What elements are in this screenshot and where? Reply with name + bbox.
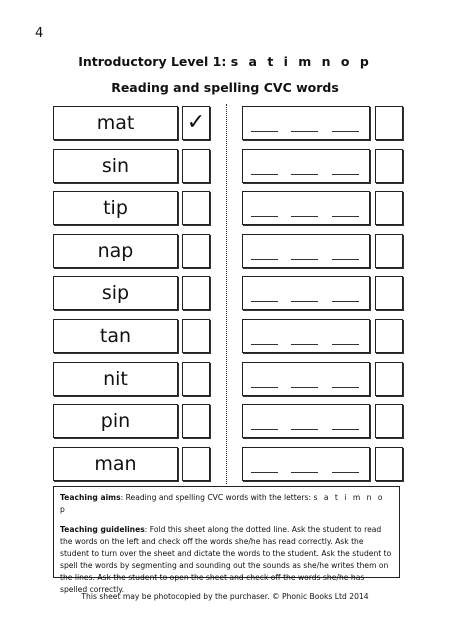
word-row [0, 191, 450, 225]
word-row [0, 234, 450, 268]
write-line [291, 387, 318, 388]
word-row [0, 319, 450, 353]
read-check-box[interactable] [182, 234, 210, 268]
write-line [332, 387, 359, 388]
read-check-box[interactable] [182, 106, 210, 140]
word-box: tan [53, 319, 178, 353]
write-line [251, 429, 278, 430]
check-mark-icon: ✓ [186, 110, 206, 135]
write-line [291, 216, 318, 217]
write-line [251, 216, 278, 217]
write-line [332, 344, 359, 345]
read-check-box[interactable] [182, 404, 210, 438]
page-number: 4 [35, 26, 44, 41]
spelled-check-box[interactable] [375, 191, 403, 225]
write-line [332, 259, 359, 260]
title-prefix: Introductory Level 1: [78, 54, 227, 69]
word-box: mat [53, 106, 178, 140]
teaching-aims-label: Teaching aims [60, 493, 121, 502]
spelled-check-box[interactable] [375, 149, 403, 183]
word-row [0, 404, 450, 438]
word-row [0, 149, 450, 183]
spelling-write-box[interactable] [242, 404, 370, 438]
read-check-box[interactable] [182, 149, 210, 183]
write-line [291, 259, 318, 260]
word-row [0, 362, 450, 396]
word-box: sin [53, 149, 178, 183]
write-line [291, 429, 318, 430]
word-row [0, 276, 450, 310]
read-check-box[interactable] [182, 362, 210, 396]
word-row [0, 106, 450, 140]
teaching-guidelines-label: Teaching guidelines [60, 525, 145, 534]
spelled-check-box[interactable] [375, 404, 403, 438]
spelling-write-box[interactable] [242, 191, 370, 225]
spelling-write-box[interactable] [242, 149, 370, 183]
teaching-aims-text: : Reading and spelling CVC words with the letters: [120, 493, 312, 502]
write-line [251, 131, 278, 132]
write-line [332, 429, 359, 430]
write-line [291, 301, 318, 302]
write-line [251, 174, 278, 175]
spelled-check-box[interactable] [375, 276, 403, 310]
teaching-guidelines-text: : Fold this sheet along the dotted line. Ask the student to read the words on the left and check off the words she/he has read correctly. Ask the student to turn over the sheet and dictate the words to the student. Ask the student to spell the words by segmenting and sounding out the sounds as she/he writes them on the lines. Ask the student to open the sheet and check off the words she/he has spelled correctly. [60, 525, 392, 594]
write-line [291, 472, 318, 473]
word-box: nap [53, 234, 178, 268]
word-box: sip [53, 276, 178, 310]
spelled-check-box[interactable] [375, 106, 403, 140]
word-box: man [53, 447, 178, 481]
word-box: nit [53, 362, 178, 396]
spelled-check-box[interactable] [375, 234, 403, 268]
write-line [251, 259, 278, 260]
teaching-aims-letters: s a t i m n o p [60, 493, 385, 514]
spelling-write-box[interactable] [242, 319, 370, 353]
title-letters: s a t i m n o p [230, 54, 372, 69]
write-line [291, 174, 318, 175]
spelled-check-box[interactable] [375, 319, 403, 353]
write-line [251, 472, 278, 473]
spelled-check-box[interactable] [375, 447, 403, 481]
write-line [291, 131, 318, 132]
write-line [251, 387, 278, 388]
read-check-box[interactable] [182, 319, 210, 353]
spelled-check-box[interactable] [375, 362, 403, 396]
write-line [332, 301, 359, 302]
read-check-box[interactable] [182, 191, 210, 225]
worksheet-title [0, 54, 450, 69]
teaching-aims [60, 492, 393, 516]
teaching-guidelines [60, 524, 393, 596]
word-row [0, 447, 450, 481]
write-line [332, 174, 359, 175]
spelling-write-box[interactable] [242, 234, 370, 268]
write-line [332, 216, 359, 217]
spelling-write-box[interactable] [242, 106, 370, 140]
spelling-write-box[interactable] [242, 276, 370, 310]
write-line [332, 472, 359, 473]
write-line [332, 131, 359, 132]
word-box: pin [53, 404, 178, 438]
spelling-write-box[interactable] [242, 447, 370, 481]
write-line [291, 344, 318, 345]
spelling-write-box[interactable] [242, 362, 370, 396]
write-line [251, 344, 278, 345]
read-check-box[interactable] [182, 276, 210, 310]
footer-note: This sheet may be photocopied by the purchaser. © Phonic Books Ltd 2014 [81, 592, 369, 601]
read-check-box[interactable] [182, 447, 210, 481]
worksheet-subtitle: Reading and spelling CVC words [111, 80, 339, 95]
teaching-notes [53, 486, 400, 594]
word-box: tip [53, 191, 178, 225]
write-line [251, 301, 278, 302]
